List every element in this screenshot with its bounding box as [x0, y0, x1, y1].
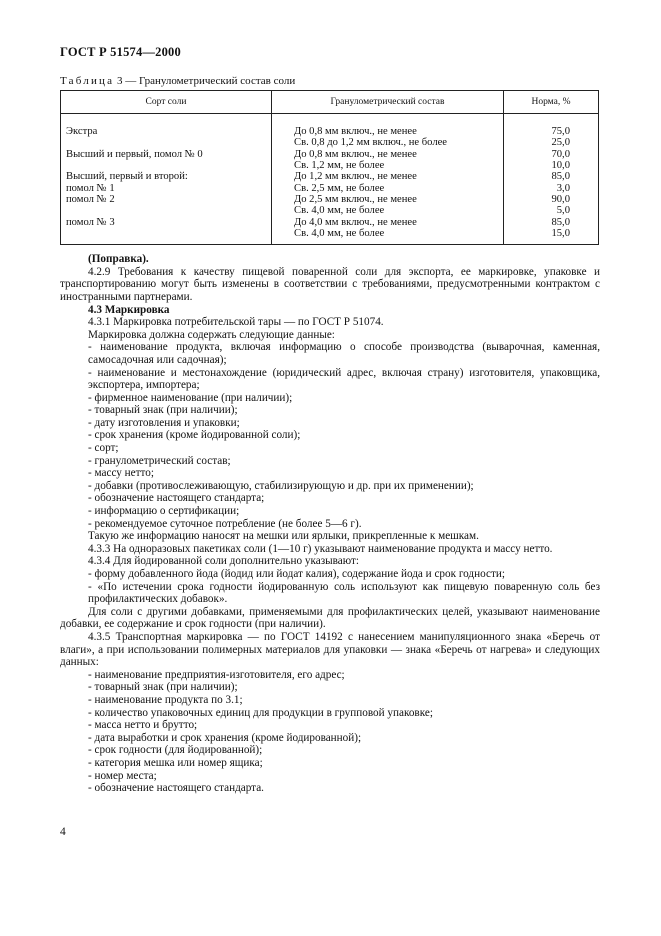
list-item: - рекомендуемое суточное потребление (не более 5—6 г). [88, 517, 362, 530]
paragraph-4-3-1: 4.3.1 Маркировка потребительской тары — по ГОСТ Р 51074. [88, 316, 384, 329]
list-item: - «По истечении срока годности йодированную соль используют как пищевую поваренную соль без профилактических добавок». [88, 580, 600, 606]
cell-norm [504, 217, 599, 245]
cell-norm [504, 126, 599, 149]
cell-sort-line [66, 118, 266, 122]
cell-sort [61, 149, 272, 172]
paragraph-4-3-4: 4.3.4 Для йодированной соли дополнительно указывают: [88, 555, 359, 568]
cell-sort-line: помол № 3 [66, 216, 115, 228]
table-row [61, 126, 599, 149]
list-item: - обозначение настоящего стандарта; [88, 492, 265, 505]
cell-composition-line: До 4,0 мм включ., не менее [294, 216, 417, 228]
column-header-norm: Норма, % [504, 91, 599, 114]
cell-composition-line: До 0,8 мм включ., не менее [294, 126, 417, 138]
paragraph-same-info: Такую же информацию наносят на мешки или ярлыки, прикрепленные к мешкам. [88, 530, 479, 543]
amendment-note: (Поправка). [88, 253, 149, 266]
cell-composition-line: Св. 4,0 мм, не более [294, 205, 385, 217]
cell-composition [272, 194, 504, 217]
cell-composition-line: До 1,2 мм включ., не менее [294, 171, 417, 183]
transport-marking-list [60, 669, 600, 795]
cell-norm-line: 3,0 [556, 182, 570, 194]
list-item: - наименование предприятия-изготовителя, его адрес; [88, 668, 345, 681]
list-item: - количество упаковочных единиц для продукции в групповой упаковке; [88, 706, 433, 719]
cell-norm-line: 25,0 [551, 137, 570, 149]
cell-norm-line: 75,0 [551, 126, 570, 138]
document-header: ГОСТ Р 51574—2000 [60, 45, 181, 59]
cell-composition-line: Св. 2,5 мм, не более [294, 182, 385, 194]
list-item: - добавки (противослеживающую, стабилизирующую и др. при их применении); [88, 479, 474, 492]
cell-norm-line: 90,0 [551, 193, 570, 205]
cell-sort [61, 114, 272, 127]
cell-composition-line: До 2,5 мм включ., не менее [294, 193, 417, 205]
list-item: - срок годности (для йодированной); [88, 744, 263, 757]
table-row [61, 171, 599, 194]
column-header-sort: Сорт соли [61, 91, 272, 114]
cell-norm-line: 70,0 [551, 148, 570, 160]
table-row [61, 217, 599, 245]
cell-composition [272, 217, 504, 245]
document-page [60, 46, 600, 795]
table-caption-text: 3 — Гранулометрический состав соли [114, 74, 296, 87]
cell-norm [504, 194, 599, 217]
list-item: - товарный знак (при наличии); [88, 404, 238, 417]
cell-norm-line: 10,0 [551, 160, 570, 172]
list-item: - обозначение настоящего стандарта. [88, 782, 264, 795]
list-item: - номер места; [88, 769, 157, 782]
cell-composition-line: До 0,8 мм включ., не менее [294, 148, 417, 160]
cell-composition-line: Св. 4,0 мм, не более [294, 227, 385, 239]
list-item: - сорт; [88, 442, 119, 455]
cell-sort-line: Экстра [66, 126, 98, 138]
cell-sort [61, 194, 272, 217]
section-heading-4-3: 4.3 Маркировка [88, 303, 170, 316]
table-header-row [61, 91, 599, 114]
paragraph-marking-must: Маркировка должна содержать следующие данные: [88, 328, 335, 341]
cell-norm [504, 149, 599, 172]
list-item: - массу нетто; [88, 467, 154, 480]
list-item: - дата выработки и срок хранения (кроме йодированной); [88, 731, 362, 744]
cell-sort-line: помол № 1 [66, 182, 115, 194]
granulometric-table [60, 90, 599, 245]
paragraph-4-3-5: 4.3.5 Транспортная маркировка — по ГОСТ 14192 с нанесением манипуляционного знака «Беречь от влаги», а при использовании полимерных материалов для упаковки — знака «Беречь от нагрева» и следующих данных: [60, 630, 600, 669]
list-item: - наименование продукта по 3.1; [88, 693, 243, 706]
cell-sort-line: помол № 2 [66, 193, 115, 205]
cell-sort [61, 217, 272, 245]
body-text [60, 253, 600, 795]
cell-norm-line: 15,0 [551, 227, 570, 239]
cell-composition [272, 149, 504, 172]
list-item: - дату изготовления и упаковки; [88, 416, 240, 429]
cell-sort [61, 126, 272, 149]
list-item: - срок хранения (кроме йодированной соли); [88, 429, 301, 442]
list-item: - гранулометрический состав; [88, 454, 231, 467]
cell-sort-line: Высший, первый и второй: [66, 171, 188, 183]
column-header-composition: Гранулометрический состав [272, 91, 504, 114]
cell-norm [504, 171, 599, 194]
cell-norm [504, 114, 599, 127]
paragraph-4-2-9: 4.2.9 Требования к качеству пищевой поваренной соли для экспорта, ее маркировке, упаковке и транспортированию могут быть изменены в соответствии с требованиями, предусмотренными контрактом с иностранными партнерами. [60, 265, 600, 303]
list-item: - товарный знак (при наличии); [88, 681, 238, 694]
cell-norm-line: 85,0 [551, 171, 570, 183]
cell-sort [61, 171, 272, 194]
list-item: - фирменное наименование (при наличии); [88, 391, 293, 404]
iodized-list [60, 568, 600, 606]
table-caption [60, 75, 600, 88]
table-row [61, 114, 599, 127]
list-item: - категория мешка или номер ящика; [88, 756, 263, 769]
list-item: - форму добавленного йода (йодид или йодат калия), содержание йода и срок годности; [88, 568, 505, 580]
cell-norm-line: 85,0 [551, 216, 570, 228]
cell-composition-line: Св. 1,2 мм, не более [294, 160, 385, 172]
list-item: - наименование продукта, включая информацию о способе производства (выварочная, каменная, самосадочная или садочная); [88, 341, 600, 366]
paragraph-4-3-3: 4.3.3 На одноразовых пакетиках соли (1—10 г) указывают наименование продукта и массу нетто. [88, 542, 553, 555]
table-row [61, 149, 599, 172]
table-caption-label: Таблица [60, 74, 115, 87]
marking-list [60, 341, 600, 530]
cell-sort-line: Высший и первый, помол № 0 [66, 148, 203, 160]
paragraph-other-additives: Для соли с другими добавками, применяемыми для профилактических целей, указывают наименование добавки, ее содержание и срок годности (при наличии). [60, 605, 600, 631]
cell-norm-line: 5,0 [556, 205, 570, 217]
cell-composition [272, 114, 504, 127]
page-number: 4 [60, 826, 66, 838]
cell-composition [272, 171, 504, 194]
list-item: - информацию о сертификации; [88, 505, 240, 518]
table-body [61, 114, 599, 245]
table-row [61, 194, 599, 217]
list-item: - наименование и местонахождение (юридический адрес, включая страну) изготовителя, упаковщика, экспортера, импортера; [88, 366, 600, 392]
list-item: - масса нетто и брутто; [88, 719, 198, 732]
cell-composition-line: Св. 0,8 до 1,2 мм включ., не более [294, 137, 448, 149]
cell-composition [272, 126, 504, 149]
